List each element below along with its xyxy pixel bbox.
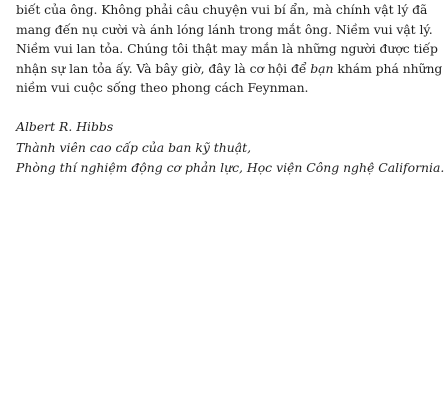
body-line-4-start: nhận sự lan tỏa ấy. Và bây giờ, đây là cơ hội để <box>16 60 311 76</box>
body-paragraph <box>16 0 443 98</box>
body-line-4-end: khám phá những <box>333 60 443 76</box>
signature-block <box>16 117 444 179</box>
author-name: Albert R. Hibbs <box>16 119 114 134</box>
body-line-1: biết của ông. Không phải câu chuyện vui bí ẩn, mà chính vật lý đã <box>16 2 428 17</box>
author-role: Thành viên cao cấp của ban kỹ thuật, <box>16 139 252 155</box>
author-affiliation: Phòng thí nghiệm động cơ phản lực, Học viện Công nghệ California. <box>16 160 444 175</box>
body-line-5: niềm vui cuộc sống theo phong cách Feynman. <box>16 80 309 96</box>
body-line-2: mang đến nụ cười và ánh lóng lánh trong mắt ông. Niềm vui vật lý. <box>16 21 433 37</box>
body-line-3: Niềm vui lan tỏa. Chúng tôi thật may mắn là những người được tiếp <box>16 41 438 57</box>
body-line-4 <box>16 59 443 79</box>
emphasized-word: bạn <box>310 60 334 76</box>
